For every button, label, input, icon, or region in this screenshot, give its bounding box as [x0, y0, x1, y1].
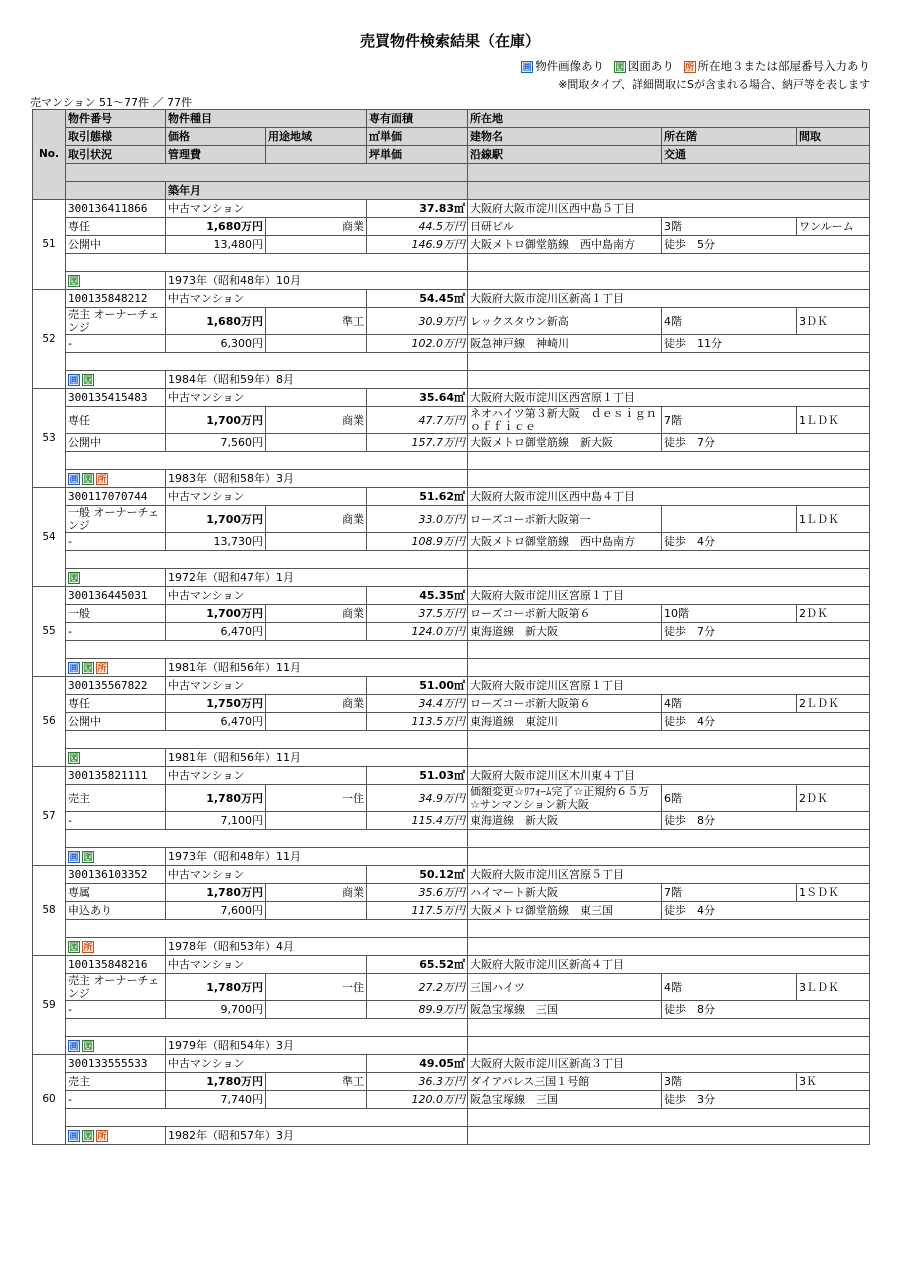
price: 1,700万円 — [166, 506, 266, 533]
floor: 4階 — [662, 695, 797, 713]
zoning: 一住 — [266, 785, 367, 812]
zoning: 商業 — [266, 884, 367, 902]
sqm-price: 33.0万円 — [367, 506, 468, 533]
status: - — [66, 623, 166, 641]
row-number: 57 — [33, 767, 66, 866]
sqm-price: 44.5万円 — [367, 218, 468, 236]
table-body — [33, 200, 870, 1145]
badges — [66, 470, 166, 488]
building-name: 日研ビル — [468, 218, 662, 236]
badges — [66, 272, 166, 290]
railway-station: 阪急神戸線 神崎川 — [468, 335, 662, 353]
floor: 10階 — [662, 605, 797, 623]
sqm-price: 36.3万円 — [367, 1073, 468, 1091]
header-sqm-price: ㎡単価 — [367, 128, 468, 146]
area: 37.83㎡ — [367, 200, 468, 218]
management-fee: 6,470円 — [166, 713, 266, 731]
layout: 1ＬＤＫ — [797, 407, 870, 434]
property-id: 300136103352 — [66, 866, 166, 884]
location-badge-icon: 所 — [83, 943, 93, 953]
building-name: ネオハイツ第３新大阪 ｄｅｓｉｇｎ ｏｆｆｉｃｅ — [468, 407, 662, 434]
sqm-price: 37.5万円 — [367, 605, 468, 623]
railway-station: 大阪メトロ御堂筋線 西中島南方 — [468, 533, 662, 551]
building-name: ローズコーポ新大阪第６ — [468, 695, 662, 713]
price: 1,780万円 — [166, 884, 266, 902]
table-row — [33, 956, 870, 974]
legend-location-label: 所在地３または部屋番号入力あり — [697, 59, 870, 73]
tsubo-price: 113.5万円 — [367, 713, 468, 731]
management-fee: 7,100円 — [166, 812, 266, 830]
header-zoning: 用途地域 — [266, 128, 367, 146]
price: 1,680万円 — [166, 218, 266, 236]
badges — [66, 938, 166, 956]
header-area: 専有面積 — [367, 110, 468, 128]
image-badge-icon: 画 — [69, 1132, 79, 1142]
image-badge-icon: 画 — [69, 664, 79, 674]
floorplan-badge-icon: 図 — [69, 754, 79, 764]
property-id: 300135821111 — [66, 767, 166, 785]
price: 1,700万円 — [166, 605, 266, 623]
status: - — [66, 533, 166, 551]
header-address: 所在地 — [468, 110, 870, 128]
property-type: 中古マンション — [166, 488, 367, 506]
transaction-mode: 専任 — [66, 218, 166, 236]
address: 大阪府大阪市淀川区宮原１丁目 — [468, 677, 870, 695]
price: 1,750万円 — [166, 695, 266, 713]
address: 大阪府大阪市淀川区西宮原１丁目 — [468, 389, 870, 407]
zoning: 準工 — [266, 308, 367, 335]
header-no: No. — [33, 110, 66, 200]
price: 1,680万円 — [166, 308, 266, 335]
row-number: 55 — [33, 587, 66, 677]
layout: 3ＬＤＫ — [797, 974, 870, 1001]
area: 35.64㎡ — [367, 389, 468, 407]
result-count: 売マンション 51〜77件 ／ 77件 — [30, 96, 192, 109]
tsubo-price: 102.0万円 — [367, 335, 468, 353]
zoning: 商業 — [266, 695, 367, 713]
empty-cell — [266, 533, 367, 551]
transaction-mode: 専属 — [66, 884, 166, 902]
legend — [515, 58, 870, 74]
area: 49.05㎡ — [367, 1055, 468, 1073]
zoning: 準工 — [266, 1073, 367, 1091]
badges — [66, 848, 166, 866]
empty-cell — [266, 1001, 367, 1019]
access: 徒歩 3分 — [662, 1091, 870, 1109]
status: 申込あり — [66, 902, 166, 920]
layout: 1ＳＤＫ — [797, 884, 870, 902]
built-date: 1983年（昭和58年）3月 — [166, 470, 468, 488]
transaction-mode: 専任 — [66, 407, 166, 434]
image-badge-icon: 画 — [69, 376, 79, 386]
railway-station: 東海道線 新大阪 — [468, 623, 662, 641]
built-date: 1981年（昭和56年）11月 — [166, 749, 468, 767]
header-layout: 間取 — [797, 128, 870, 146]
building-name: レックスタウン新高 — [468, 308, 662, 335]
railway-station: 阪急宝塚線 三国 — [468, 1091, 662, 1109]
area: 51.03㎡ — [367, 767, 468, 785]
sqm-price: 34.4万円 — [367, 695, 468, 713]
layout: ワンルーム — [797, 218, 870, 236]
area: 54.45㎡ — [367, 290, 468, 308]
results-table — [32, 109, 870, 1145]
transaction-mode: 売主 — [66, 785, 166, 812]
table-header — [33, 110, 870, 200]
status: - — [66, 335, 166, 353]
built-date: 1984年（昭和59年）8月 — [166, 371, 468, 389]
property-type: 中古マンション — [166, 767, 367, 785]
transaction-mode: 専任 — [66, 695, 166, 713]
management-fee: 6,470円 — [166, 623, 266, 641]
location-badge-icon: 所 — [97, 1132, 107, 1142]
built-date: 1978年（昭和53年）4月 — [166, 938, 468, 956]
transaction-mode: 売主 — [66, 1073, 166, 1091]
floorplan-badge-icon: 図 — [83, 376, 93, 386]
management-fee: 7,600円 — [166, 902, 266, 920]
management-fee: 13,480円 — [166, 236, 266, 254]
floorplan-badge-icon: 図 — [83, 475, 93, 485]
badges — [66, 749, 166, 767]
badges — [66, 371, 166, 389]
access: 徒歩 7分 — [662, 434, 870, 452]
area: 50.12㎡ — [367, 866, 468, 884]
built-date: 1973年（昭和48年）10月 — [166, 272, 468, 290]
floor: 7階 — [662, 884, 797, 902]
floor: 3階 — [662, 1073, 797, 1091]
railway-station: 阪急宝塚線 三国 — [468, 1001, 662, 1019]
property-id: 300133555533 — [66, 1055, 166, 1073]
floorplan-badge-icon: 図 — [83, 1042, 93, 1052]
address: 大阪府大阪市淀川区宮原１丁目 — [468, 587, 870, 605]
layout-note: ※間取タイプ、詳細間取にSが含まれる場合、納戸等を表します — [558, 78, 870, 91]
status: 公開中 — [66, 236, 166, 254]
tsubo-price: 89.9万円 — [367, 1001, 468, 1019]
management-fee: 13,730円 — [166, 533, 266, 551]
management-fee: 7,740円 — [166, 1091, 266, 1109]
property-type: 中古マンション — [166, 389, 367, 407]
property-type: 中古マンション — [166, 587, 367, 605]
header-fee: 管理費 — [166, 146, 266, 164]
access: 徒歩 8分 — [662, 812, 870, 830]
table-row — [33, 677, 870, 695]
location-badge-icon: 所 — [684, 62, 694, 73]
zoning: 商業 — [266, 506, 367, 533]
access: 徒歩 4分 — [662, 902, 870, 920]
location-badge-icon: 所 — [97, 664, 107, 674]
legend-image-label: 物件画像あり — [535, 59, 605, 73]
management-fee: 9,700円 — [166, 1001, 266, 1019]
tsubo-price: 120.0万円 — [367, 1091, 468, 1109]
page-title: 売買物件検索結果（在庫） — [359, 32, 540, 50]
table-row — [33, 290, 870, 308]
layout: 2ＤＫ — [797, 785, 870, 812]
built-date: 1979年（昭和54年）3月 — [166, 1037, 468, 1055]
management-fee: 7,560円 — [166, 434, 266, 452]
zoning: 商業 — [266, 218, 367, 236]
price: 1,780万円 — [166, 974, 266, 1001]
header-floor: 所在階 — [662, 128, 797, 146]
floor: 3階 — [662, 218, 797, 236]
table-row — [33, 1055, 870, 1073]
address: 大阪府大阪市淀川区木川東４丁目 — [468, 767, 870, 785]
property-type: 中古マンション — [166, 866, 367, 884]
transaction-mode: 売主 オーナーチェンジ — [66, 974, 166, 1001]
tsubo-price: 146.9万円 — [367, 236, 468, 254]
header-price: 価格 — [166, 128, 266, 146]
sqm-price: 27.2万円 — [367, 974, 468, 1001]
row-number: 51 — [33, 200, 66, 290]
layout: 1ＬＤＫ — [797, 506, 870, 533]
building-name: 三国ハイツ — [468, 974, 662, 1001]
address: 大阪府大阪市淀川区新高１丁目 — [468, 290, 870, 308]
row-number: 53 — [33, 389, 66, 488]
property-type: 中古マンション — [166, 1055, 367, 1073]
header-line: 沿線駅 — [468, 146, 662, 164]
table-row — [33, 587, 870, 605]
floor: 4階 — [662, 308, 797, 335]
header-empty — [266, 146, 367, 164]
layout: 3Ｋ — [797, 1073, 870, 1091]
area: 65.52㎡ — [367, 956, 468, 974]
location-badge-icon: 所 — [97, 475, 107, 485]
image-badge-icon: 画 — [522, 62, 532, 73]
badges — [66, 569, 166, 587]
row-number: 59 — [33, 956, 66, 1055]
access: 徒歩 11分 — [662, 335, 870, 353]
status: - — [66, 812, 166, 830]
zoning: 一住 — [266, 974, 367, 1001]
address: 大阪府大阪市淀川区新高４丁目 — [468, 956, 870, 974]
building-name: ダイアパレス三国１号館 — [468, 1073, 662, 1091]
header-building: 建物名 — [468, 128, 662, 146]
floorplan-badge-icon: 図 — [69, 943, 79, 953]
row-number: 60 — [33, 1055, 66, 1145]
header-access: 交通 — [662, 146, 870, 164]
row-number: 56 — [33, 677, 66, 767]
area: 51.00㎡ — [367, 677, 468, 695]
header-status: 取引状況 — [66, 146, 166, 164]
access: 徒歩 4分 — [662, 713, 870, 731]
empty-cell — [266, 812, 367, 830]
property-id: 300117070744 — [66, 488, 166, 506]
railway-station: 東海道線 東淀川 — [468, 713, 662, 731]
empty-cell — [266, 623, 367, 641]
status: - — [66, 1091, 166, 1109]
property-type: 中古マンション — [166, 290, 367, 308]
zoning: 商業 — [266, 407, 367, 434]
image-badge-icon: 画 — [69, 1042, 79, 1052]
table-row — [33, 200, 870, 218]
price: 1,700万円 — [166, 407, 266, 434]
building-name: ローズコーポ新大阪第６ — [468, 605, 662, 623]
floorplan-badge-icon: 図 — [615, 62, 625, 73]
built-date: 1973年（昭和48年）11月 — [166, 848, 468, 866]
tsubo-price: 117.5万円 — [367, 902, 468, 920]
floorplan-badge-icon: 図 — [83, 1132, 93, 1142]
management-fee: 6,300円 — [166, 335, 266, 353]
property-type: 中古マンション — [166, 677, 367, 695]
row-number: 52 — [33, 290, 66, 389]
address: 大阪府大阪市淀川区新高３丁目 — [468, 1055, 870, 1073]
built-date: 1972年（昭和47年）1月 — [166, 569, 468, 587]
property-id: 300135415483 — [66, 389, 166, 407]
floor — [662, 506, 797, 533]
property-id: 300136411866 — [66, 200, 166, 218]
access: 徒歩 7分 — [662, 623, 870, 641]
status: - — [66, 1001, 166, 1019]
built-date: 1981年（昭和56年）11月 — [166, 659, 468, 677]
built-date: 1982年（昭和57年）3月 — [166, 1127, 468, 1145]
sqm-price: 35.6万円 — [367, 884, 468, 902]
property-id: 300136445031 — [66, 587, 166, 605]
sqm-price: 34.9万円 — [367, 785, 468, 812]
empty-cell — [266, 335, 367, 353]
property-type: 中古マンション — [166, 200, 367, 218]
sqm-price: 47.7万円 — [367, 407, 468, 434]
property-id: 100135848216 — [66, 956, 166, 974]
access: 徒歩 5分 — [662, 236, 870, 254]
tsubo-price: 115.4万円 — [367, 812, 468, 830]
status: 公開中 — [66, 713, 166, 731]
table-row — [33, 767, 870, 785]
header-tsubo-price: 坪単価 — [367, 146, 468, 164]
table-row — [33, 389, 870, 407]
railway-station: 大阪メトロ御堂筋線 西中島南方 — [468, 236, 662, 254]
tsubo-price: 124.0万円 — [367, 623, 468, 641]
empty-cell — [266, 713, 367, 731]
transaction-mode: 一般 — [66, 605, 166, 623]
property-id: 300135567822 — [66, 677, 166, 695]
empty-cell — [266, 236, 367, 254]
badges — [66, 1037, 166, 1055]
access: 徒歩 4分 — [662, 533, 870, 551]
address: 大阪府大阪市淀川区西中島４丁目 — [468, 488, 870, 506]
floor: 7階 — [662, 407, 797, 434]
table-row — [33, 488, 870, 506]
layout: 2ＬＤＫ — [797, 695, 870, 713]
price: 1,780万円 — [166, 785, 266, 812]
header-property-id: 物件番号 — [66, 110, 166, 128]
area: 45.35㎡ — [367, 587, 468, 605]
row-number: 58 — [33, 866, 66, 956]
header-built: 築年月 — [166, 182, 468, 200]
table-row — [33, 866, 870, 884]
floorplan-badge-icon: 図 — [69, 574, 79, 584]
empty-cell — [266, 434, 367, 452]
property-type: 中古マンション — [166, 956, 367, 974]
floorplan-badge-icon: 図 — [83, 853, 93, 863]
image-badge-icon: 画 — [69, 475, 79, 485]
legend-floorplan-label: 図面あり — [627, 59, 674, 73]
header-property-type: 物件種目 — [166, 110, 367, 128]
floorplan-badge-icon: 図 — [83, 664, 93, 674]
status: 公開中 — [66, 434, 166, 452]
railway-station: 東海道線 新大阪 — [468, 812, 662, 830]
empty-cell — [266, 902, 367, 920]
area: 51.62㎡ — [367, 488, 468, 506]
layout: 2ＤＫ — [797, 605, 870, 623]
image-badge-icon: 画 — [69, 853, 79, 863]
property-id: 100135848212 — [66, 290, 166, 308]
address: 大阪府大阪市淀川区西中島５丁目 — [468, 200, 870, 218]
railway-station: 大阪メトロ御堂筋線 新大阪 — [468, 434, 662, 452]
tsubo-price: 108.9万円 — [367, 533, 468, 551]
zoning: 商業 — [266, 605, 367, 623]
sqm-price: 30.9万円 — [367, 308, 468, 335]
empty-cell — [266, 1091, 367, 1109]
floorplan-badge-icon: 図 — [69, 277, 79, 287]
building-name: ローズコーポ新大阪第一 — [468, 506, 662, 533]
railway-station: 大阪メトロ御堂筋線 東三国 — [468, 902, 662, 920]
building-name: 価額変更☆ﾘﾌｫｰﾑ完了☆正規約６５万☆サンマンション新大阪 — [468, 785, 662, 812]
transaction-mode: 売主 オーナーチェンジ — [66, 308, 166, 335]
address: 大阪府大阪市淀川区宮原５丁目 — [468, 866, 870, 884]
tsubo-price: 157.7万円 — [367, 434, 468, 452]
access: 徒歩 8分 — [662, 1001, 870, 1019]
header-transaction-mode: 取引態様 — [66, 128, 166, 146]
transaction-mode: 一般 オーナーチェンジ — [66, 506, 166, 533]
building-name: ハイマート新大阪 — [468, 884, 662, 902]
layout: 3ＤＫ — [797, 308, 870, 335]
floor: 4階 — [662, 974, 797, 1001]
badges — [66, 1127, 166, 1145]
floor: 6階 — [662, 785, 797, 812]
badges — [66, 659, 166, 677]
price: 1,780万円 — [166, 1073, 266, 1091]
row-number: 54 — [33, 488, 66, 587]
